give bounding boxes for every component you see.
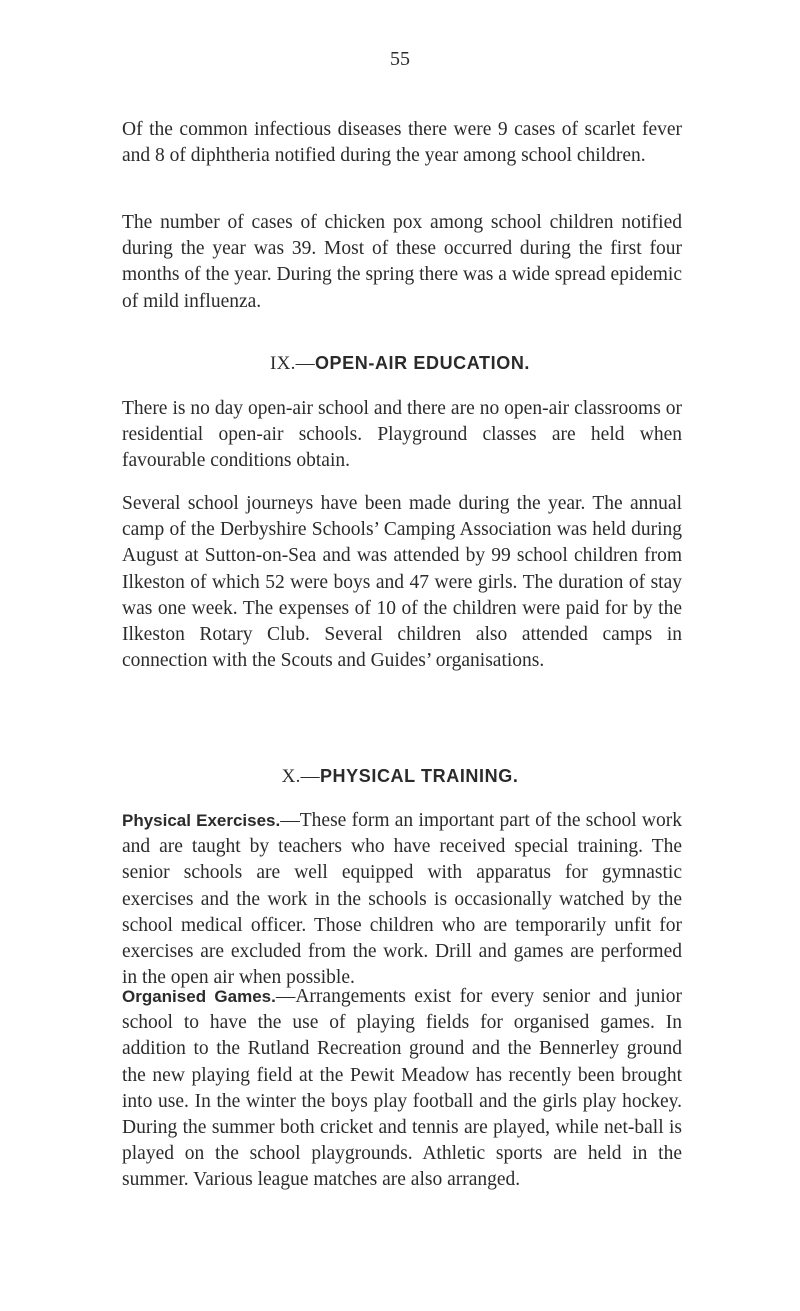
paragraph-body: —These form an important part of the school work and are taught by teachers who have received special training. The senior schools are well equipped with apparatus for gymnastic exercises and the work in the schools is occasionally watched by the school medical officer. Those children who are temporarily unfit for exercises are excluded from the work. Drill and games are performed in the open air when possible. [122,810,683,989]
paragraph-infectious-diseases: Of the common infectious diseases there were 9 cases of scarlet fever and 8 of diphtheria notified during the year among school children. [122,119,682,167]
runin-heading-physical-exercises: Physical Exercises. [122,811,281,830]
runin-heading-organised-games: Organised Games. [122,987,276,1006]
paragraph-physical-exercises [122,808,682,991]
paragraph-body: —Arrangements exist for every senior and junior school to have the use of playing fields for organised games. In addition to the Rutland Recreation ground and the Bennerley ground the new playing field at the Pewit Meadow has recently been brought into use. In the winter the boys play football and the girls play hockey. During the summer both cricket and tennis are played, while net-ball is played on the school playgrounds. Athletic sports are held in the summer. Various league matches are also arranged. [122,986,682,1191]
page-number: 55 [390,48,410,70]
heading-title: PHYSICAL TRAINING. [319,766,519,786]
heading-number: IX.— [269,353,315,374]
heading-open-air-education [0,353,800,375]
paragraph-open-air-schools: There is no day open-air school and there are no open-air classrooms or residential open-air schools. Playground classes are held when favourable conditions obtain. [122,398,682,472]
heading-title: OPEN-AIR EDUCATION. [314,353,531,373]
paragraph-organised-games [122,984,682,1194]
heading-physical-training [0,766,800,788]
paragraph-school-journeys: Several school journeys have been made during the year. The annual camp of the Derbyshire Schools’ Camping Association was held during August at Sutton-on-Sea and was attended by 99 school children from Ilkeston of which 52 were boys and 47 were girls. The duration of stay was one week. The expenses of 10 of the children were paid for by the Ilkeston Rotary Club. Several children also attended camps in connection with the Scouts and Guides’ organisations. [122,493,682,672]
heading-number: X.— [281,766,320,787]
paragraph-chicken-pox: The number of cases of chicken pox among school children notified during the year was 39. Most of these occurred during the first four months of the year. During the spring there was a wide spread epidemic of mild influenza. [122,212,682,312]
